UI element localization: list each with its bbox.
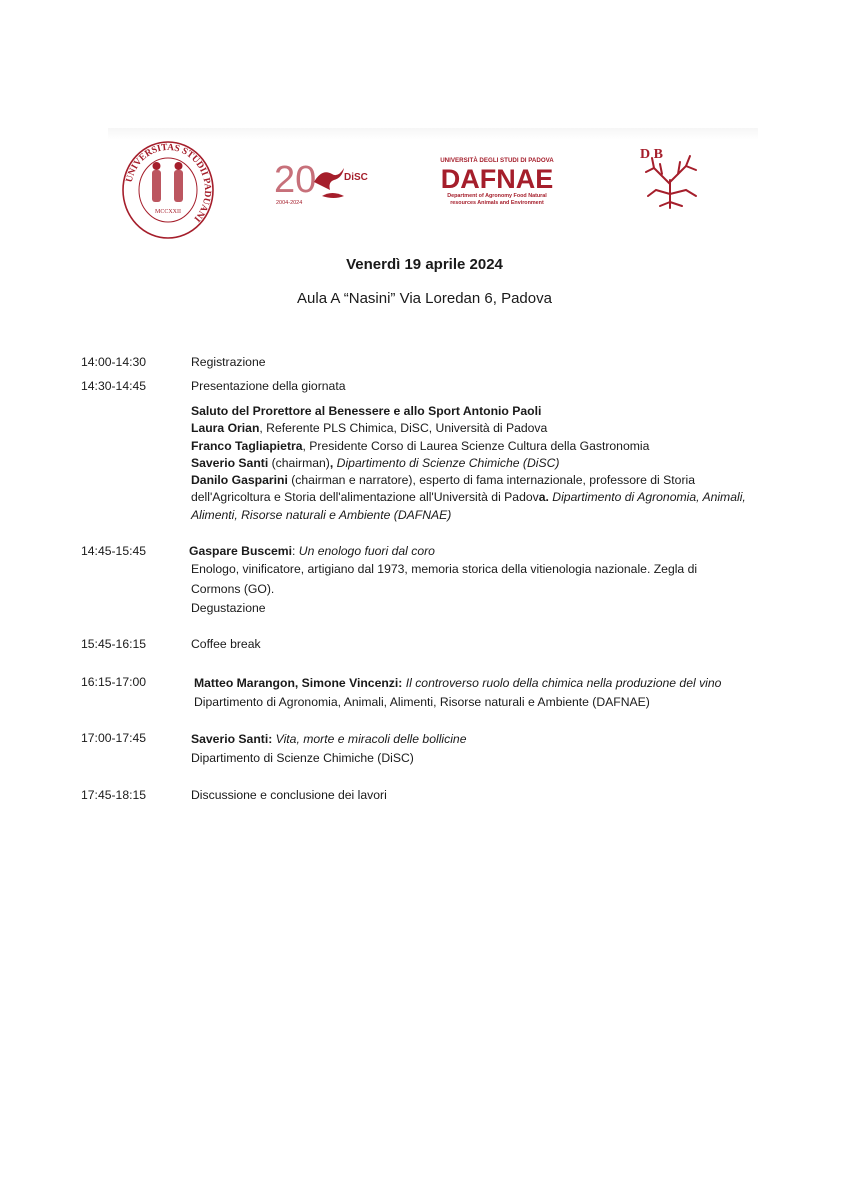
program-time: 14:00-14:30: [81, 355, 147, 369]
dafnae-subtitle-2: resources Animals and Environment: [450, 200, 544, 206]
buscemi-bio: [189, 560, 809, 599]
talk-title: Vita, morte e miracoli delle bollicine: [272, 732, 467, 746]
saluto-line: Saluto del Prorettore al Benessere e allo Sport Antonio Paoli: [191, 404, 542, 418]
speaker-role: , Presidente Corso di Laurea Scienze Cultura della Gastronomia: [302, 438, 650, 453]
disc-mark: 20: [274, 159, 317, 201]
disc-years: 2004-2024: [276, 200, 303, 206]
dafnae-university: UNIVERSITÀ DEGLI STUDI DI PADOVA: [440, 157, 554, 164]
speaker-name: Gaspare Buscemi: [189, 544, 292, 558]
speaker-role: , Referente PLS Chimica, DiSC, Università di Padova: [259, 421, 548, 436]
speaker-department: Dipartimento di Agronomia, Animali,: [548, 490, 746, 505]
santi-block: [191, 730, 811, 768]
talk-title: Un enologo fuori dal coro: [298, 544, 435, 558]
marangon-talk-line: [194, 674, 824, 693]
bio-line-1: Enologo, vinificatore, artigiano dal 1973, memoria storica della vitienologia nazionale. Zegla di: [191, 562, 698, 576]
event-venue: Aula A “Nasini” Via Loredan 6, Padova: [297, 290, 552, 307]
affiliation: Dipartimento di Scienze Chimiche (DiSC): [191, 751, 414, 765]
speaker-name: Saverio Santi: [191, 455, 269, 470]
speaker-name: Franco Tagliapietra: [191, 438, 303, 453]
program-time: 14:30-14:45: [81, 379, 147, 393]
dib-tree-logo: [636, 144, 706, 210]
program-title: Coffee break: [191, 637, 261, 651]
program-time: 15:45-16:15: [81, 637, 147, 651]
program-time: 14:45-15:45: [81, 544, 147, 558]
program-title: Registrazione: [191, 355, 266, 369]
event-date: Venerdì 19 aprile 2024: [346, 256, 503, 273]
speaker-department: Dipartimento di Scienze Chimiche (DiSC): [333, 455, 560, 470]
speaker-role-cont: dell'Agricoltura e Storia dell'alimentazione all'Università di Padov: [191, 490, 539, 505]
speaker-department-cont: Alimenti, Risorse naturali e Ambiente (DAFNAE): [191, 507, 452, 522]
program-time: 16:15-17:00: [81, 675, 147, 689]
disc-label: DiSC: [344, 172, 368, 183]
university-seal-logo: [122, 140, 214, 240]
opening-speakers-block: [191, 403, 811, 524]
degustazione: Degustazione: [191, 601, 266, 615]
marangon-block: [194, 674, 824, 712]
dib-letters: D B: [640, 147, 663, 162]
orian-line: [191, 420, 811, 437]
seal-text: UNIVERSITAS STUDII PADUANI: [124, 142, 213, 224]
speaker-name: Saverio Santi:: [191, 732, 273, 746]
santi-talk-line: [191, 730, 811, 749]
buscemi-talk-line: [189, 543, 809, 560]
dafnae-subtitle-1: Department of Agronomy Food Natural: [447, 193, 547, 199]
tagliapietra-line: [191, 438, 811, 455]
separator: :: [291, 544, 299, 558]
speaker-name: Matteo Marangon, Simone Vincenzi:: [194, 676, 403, 690]
program-time: 17:45-18:15: [81, 788, 147, 802]
separator: ,: [329, 455, 334, 470]
dafnae-name: DAFNAE: [440, 164, 554, 194]
dafnae-logo: [426, 154, 568, 210]
program-time: 17:00-17:45: [81, 731, 147, 745]
disc-20-years-logo: [274, 152, 368, 210]
seal-year: MCCXXII: [154, 209, 182, 215]
speaker-role-end: a.: [538, 490, 549, 505]
program-title: Presentazione della giornata: [191, 379, 346, 393]
speaker-name: Danilo Gasparini: [191, 473, 288, 488]
santi-chair-line: [191, 455, 811, 472]
affiliation: Dipartimento di Agronomia, Animali, Alimenti, Risorse naturali e Ambiente (DAFNAE): [194, 695, 650, 709]
speaker-name: Laura Orian: [191, 421, 260, 436]
gasparini-line: [191, 472, 801, 524]
speaker-role: (chairman e narratore), esperto di fama internazionale, professore di Storia: [287, 473, 695, 488]
buscemi-block: [189, 543, 809, 619]
talk-title: Il controverso ruolo della chimica nella produzione del vino: [402, 676, 722, 690]
bio-line-2: Cormons (GO).: [191, 581, 275, 596]
speaker-role: (chairman): [268, 455, 330, 470]
program-title: Discussione e conclusione dei lavori: [191, 788, 387, 802]
